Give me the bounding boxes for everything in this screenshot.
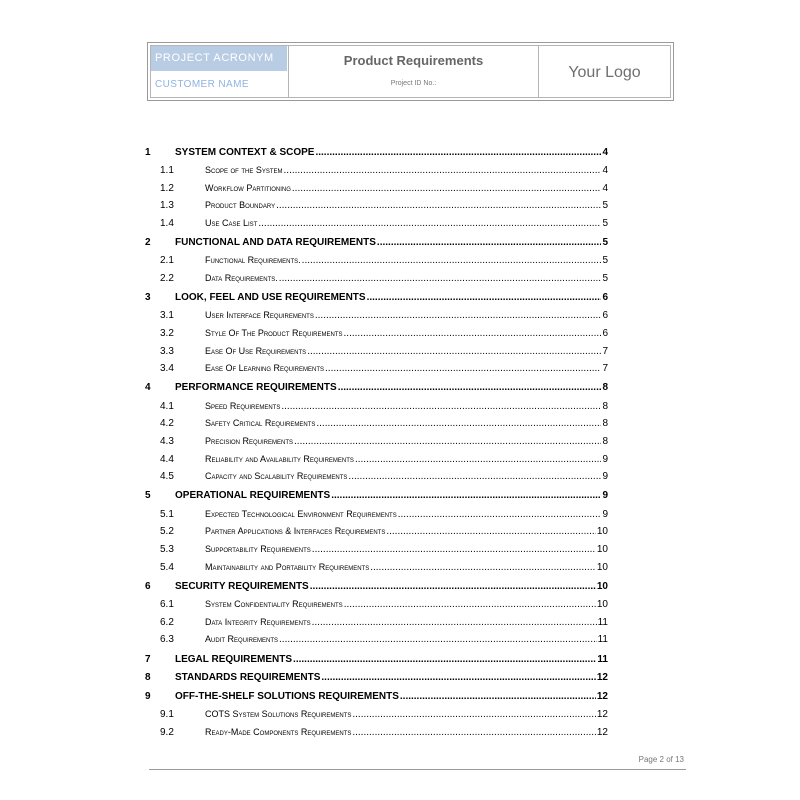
toc-dot-leader	[310, 581, 596, 592]
toc-entry-number: 5	[145, 490, 151, 501]
toc-entry-line	[205, 544, 608, 555]
toc-section-entry[interactable]	[145, 236, 608, 252]
toc-entry-title: Safety Critical Requirements	[205, 418, 316, 428]
toc-dot-leader	[325, 363, 601, 374]
toc-entry-number: 5.1	[160, 509, 174, 520]
toc-subsection-entry[interactable]	[145, 362, 608, 378]
toc-entry-line	[175, 382, 608, 393]
toc-dot-leader	[348, 471, 601, 482]
toc-subsection-entry[interactable]	[145, 254, 608, 270]
toc-dot-leader	[279, 634, 597, 645]
toc-entry-page: 11	[597, 634, 608, 645]
toc-entry-page: 5	[602, 255, 608, 266]
toc-entry-title: Data Requirements.	[205, 273, 278, 283]
toc-entry-title: Scope of the System	[205, 165, 283, 175]
toc-entry-number: 4	[145, 382, 151, 393]
toc-entry-number: 2.1	[160, 255, 174, 266]
toc-subsection-entry[interactable]	[145, 453, 608, 469]
toc-entry-line	[175, 672, 608, 683]
toc-entry-title: Style Of The Product Requirements	[205, 328, 343, 338]
toc-entry-title: Workflow Partitioning	[205, 183, 291, 193]
toc-entry-number: 7	[145, 654, 151, 665]
toc-entry-line	[205, 273, 608, 284]
toc-dot-leader	[321, 672, 595, 683]
logo-placeholder: Your Logo	[568, 64, 641, 81]
toc-entry-number: 5.3	[160, 544, 174, 555]
toc-dot-leader	[281, 401, 601, 412]
toc-subsection-entry[interactable]	[145, 470, 608, 486]
toc-entry-page: 9	[602, 454, 608, 465]
toc-entry-title: Ready-Made Components Requirements	[205, 727, 352, 737]
toc-entry-line	[205, 200, 608, 211]
toc-entry-page: 7	[602, 346, 608, 357]
toc-dot-leader	[312, 544, 596, 555]
toc-entry-page: 5	[602, 273, 608, 284]
toc-dot-leader	[400, 691, 596, 702]
toc-entry-title: Reliability and Availability Requirements	[205, 454, 354, 464]
toc-entry-line	[205, 562, 608, 573]
toc-dot-leader	[352, 727, 596, 738]
toc-entry-title: Use Case List	[205, 218, 258, 228]
toc-entry-page: 8	[602, 436, 608, 447]
header-inner-frame	[150, 45, 671, 98]
toc-entry-page: 9	[602, 471, 608, 482]
toc-entry-page: 5	[602, 200, 608, 211]
toc-subsection-entry[interactable]	[145, 726, 608, 742]
toc-entry-line	[205, 727, 608, 738]
toc-dot-leader	[370, 562, 596, 573]
toc-entry-page: 11	[597, 617, 608, 628]
toc-entry-page: 10	[596, 599, 608, 610]
toc-subsection-entry[interactable]	[145, 164, 608, 180]
toc-entry-number: 1.2	[160, 183, 174, 194]
toc-entry-title: System Confidentiality Requirements	[205, 599, 343, 609]
toc-entry-line	[205, 509, 608, 520]
toc-subsection-entry[interactable]	[145, 561, 608, 577]
toc-subsection-entry[interactable]	[145, 417, 608, 433]
toc-entry-page: 10	[596, 526, 608, 537]
toc-entry-number: 1.3	[160, 200, 174, 211]
toc-dot-leader	[355, 454, 602, 465]
toc-entry-page: 4	[602, 165, 608, 176]
toc-entry-page: 10	[596, 562, 608, 573]
toc-entry-page: 6	[602, 328, 608, 339]
toc-entry-line	[175, 654, 608, 665]
toc-dot-leader	[398, 509, 602, 520]
toc-entry-number: 6	[145, 581, 151, 592]
toc-section-entry[interactable]	[145, 291, 608, 307]
toc-entry-number: 3.1	[160, 310, 174, 321]
toc-dot-leader	[292, 183, 602, 194]
toc-entry-line	[205, 418, 608, 429]
toc-dot-leader	[331, 490, 601, 501]
toc-entry-line	[205, 526, 608, 537]
toc-subsection-entry[interactable]	[145, 543, 608, 559]
toc-entry-page: 10	[596, 544, 608, 555]
toc-entry-number: 2	[145, 237, 151, 248]
toc-entry-line	[205, 310, 608, 321]
toc-subsection-entry[interactable]	[145, 182, 608, 198]
toc-entry-title: PERFORMANCE REQUIREMENTS	[175, 382, 337, 393]
toc-subsection-entry[interactable]	[145, 400, 608, 416]
toc-dot-leader	[352, 709, 596, 720]
toc-entry-line	[205, 363, 608, 374]
toc-entry-number: 3	[145, 292, 151, 303]
toc-entry-page: 9	[602, 490, 608, 501]
toc-dot-leader	[344, 328, 602, 339]
project-id-label: Project ID No.:	[390, 80, 437, 87]
toc-entry-line	[175, 147, 608, 158]
toc-entry-line	[205, 709, 608, 720]
toc-entry-title: Supportability Requirements	[205, 544, 311, 554]
toc-dot-leader	[312, 617, 597, 628]
toc-entry-number: 4.4	[160, 454, 174, 465]
toc-entry-page: 4	[602, 147, 608, 158]
toc-entry-title: Precision Requirements	[205, 436, 294, 446]
toc-entry-page: 9	[602, 509, 608, 520]
toc-entry-page: 12	[596, 709, 608, 720]
toc-section-entry[interactable]	[145, 580, 608, 596]
toc-entry-title: STANDARDS REQUIREMENTS	[175, 672, 321, 683]
document-title: Product Requirements	[343, 53, 484, 68]
toc-entry-number: 3.2	[160, 328, 174, 339]
toc-entry-page: 12	[596, 691, 608, 702]
toc-dot-leader	[307, 346, 601, 357]
page-number: Page 2 of 13	[638, 755, 684, 764]
toc-entry-page: 4	[602, 183, 608, 194]
toc-entry-line	[205, 454, 608, 465]
toc-entry-line	[205, 401, 608, 412]
toc-entry-title: Functional Requirements.	[205, 255, 301, 265]
toc-entry-line	[205, 436, 608, 447]
toc-subsection-entry[interactable]	[145, 217, 608, 233]
toc-entry-page: 7	[602, 363, 608, 374]
toc-subsection-entry[interactable]	[145, 525, 608, 541]
toc-subsection-entry[interactable]	[145, 309, 608, 325]
toc-entry-line	[175, 581, 608, 592]
toc-entry-title: LOOK, FEEL AND USE REQUIREMENTS	[175, 292, 366, 303]
toc-entry-title: OFF-THE-SHELF SOLUTIONS REQUIREMENTS	[175, 691, 399, 702]
toc-dot-leader	[377, 237, 602, 248]
toc-dot-leader	[258, 218, 601, 229]
toc-entry-page: 10	[596, 581, 608, 592]
toc-subsection-entry[interactable]	[145, 633, 608, 649]
toc-subsection-entry[interactable]	[145, 508, 608, 524]
toc-dot-leader	[284, 165, 602, 176]
footer-rule	[149, 769, 686, 770]
toc-entry-number: 4.2	[160, 418, 174, 429]
toc-entry-page: 12	[596, 672, 608, 683]
toc-dot-leader	[316, 418, 601, 429]
toc-subsection-entry[interactable]	[145, 345, 608, 361]
toc-entry-line	[205, 328, 608, 339]
toc-dot-leader	[315, 147, 601, 158]
toc-subsection-entry[interactable]	[145, 272, 608, 288]
toc-entry-title: Expected Technological Environment Requirements	[205, 509, 397, 519]
toc-entry-number: 9	[145, 691, 151, 702]
toc-entry-title: Speed Requirements	[205, 401, 281, 411]
toc-entry-title: Audit Requirements	[205, 634, 279, 644]
toc-entry-title: Product Boundary	[205, 200, 276, 210]
toc-entry-line	[175, 691, 608, 702]
toc-entry-title: Ease Of Use Requirements	[205, 346, 307, 356]
toc-section-entry[interactable]	[145, 653, 608, 669]
toc-entry-number: 1	[145, 147, 151, 158]
toc-entry-page: 6	[602, 292, 608, 303]
toc-entry-title: User Interface Requirements	[205, 310, 314, 320]
toc-entry-number: 6.2	[160, 617, 174, 628]
toc-entry-line	[205, 218, 608, 229]
toc-entry-line	[175, 237, 608, 248]
toc-entry-number: 6.1	[160, 599, 174, 610]
project-acronym: PROJECT ACRONYM	[151, 46, 287, 71]
toc-entry-page: 6	[602, 310, 608, 321]
toc-entry-line	[205, 255, 608, 266]
toc-entry-title: SYSTEM CONTEXT & SCOPE	[175, 147, 315, 158]
toc-dot-leader	[293, 654, 596, 665]
toc-entry-title: Ease Of Learning Requirements	[205, 363, 325, 373]
toc-entry-line	[205, 599, 608, 610]
toc-section-entry[interactable]	[145, 489, 608, 505]
toc-entry-number: 2.2	[160, 273, 174, 284]
toc-entry-page: 8	[602, 401, 608, 412]
toc-entry-line	[205, 471, 608, 482]
toc-entry-title: Data Integrity Requirements	[205, 617, 311, 627]
document-header	[147, 42, 674, 101]
toc-entry-line	[205, 346, 608, 357]
toc-entry-number: 8	[145, 672, 151, 683]
toc-subsection-entry[interactable]	[145, 598, 608, 614]
toc-section-entry[interactable]	[145, 690, 608, 706]
toc-entry-number: 5.4	[160, 562, 174, 573]
toc-entry-title: Partner Applications & Interfaces Requirements	[205, 526, 386, 536]
toc-entry-page: 8	[602, 418, 608, 429]
toc-section-entry[interactable]	[145, 146, 608, 162]
toc-section-entry[interactable]	[145, 671, 608, 687]
toc-entry-number: 1.1	[160, 165, 174, 176]
toc-entry-line	[205, 165, 608, 176]
toc-entry-line	[205, 634, 608, 645]
toc-entry-line	[175, 292, 608, 303]
toc-entry-number: 9.2	[160, 727, 174, 738]
toc-entry-number: 4.1	[160, 401, 174, 412]
customer-name: CUSTOMER NAME	[155, 79, 249, 90]
toc-entry-number: 9.1	[160, 709, 174, 720]
toc-entry-page: 11	[597, 654, 608, 665]
toc-dot-leader	[315, 310, 602, 321]
toc-entry-number: 3.4	[160, 363, 174, 374]
toc-entry-page: 8	[602, 382, 608, 393]
toc-entry-title: Capacity and Scalability Requirements	[205, 471, 348, 481]
toc-entry-number: 6.3	[160, 634, 174, 645]
toc-dot-leader	[338, 382, 602, 393]
toc-dot-leader	[276, 200, 601, 211]
toc-entry-line	[205, 183, 608, 194]
toc-entry-title: COTS System Solutions Requirements	[205, 709, 352, 719]
toc-subsection-entry[interactable]	[145, 199, 608, 215]
toc-entry-title: Maintainability and Portability Requirements	[205, 562, 370, 572]
toc-entry-number: 4.5	[160, 471, 174, 482]
toc-entry-number: 1.4	[160, 218, 174, 229]
toc-entry-title: LEGAL REQUIREMENTS	[175, 654, 293, 665]
toc-section-entry[interactable]	[145, 381, 608, 397]
toc-subsection-entry[interactable]	[145, 327, 608, 343]
toc-dot-leader	[302, 255, 602, 266]
toc-entry-title: OPERATIONAL REQUIREMENTS	[175, 490, 331, 501]
toc-entry-page: 5	[602, 218, 608, 229]
toc-entry-line	[175, 490, 608, 501]
toc-dot-leader	[386, 526, 596, 537]
toc-entry-title: SECURITY REQUIREMENTS	[175, 581, 309, 592]
toc-entry-line	[205, 617, 608, 628]
toc-entry-title: FUNCTIONAL AND DATA REQUIREMENTS	[175, 237, 376, 248]
toc-entry-page: 5	[602, 237, 608, 248]
toc-subsection-entry[interactable]	[145, 708, 608, 724]
toc-dot-leader	[367, 292, 602, 303]
toc-entry-number: 3.3	[160, 346, 174, 357]
toc-dot-leader	[344, 599, 596, 610]
toc-entry-number: 4.3	[160, 436, 174, 447]
toc-entry-page: 12	[596, 727, 608, 738]
toc-subsection-entry[interactable]	[145, 435, 608, 451]
toc-subsection-entry[interactable]	[145, 616, 608, 632]
toc-entry-number: 5.2	[160, 526, 174, 537]
toc-dot-leader	[279, 273, 602, 284]
toc-dot-leader	[294, 436, 601, 447]
